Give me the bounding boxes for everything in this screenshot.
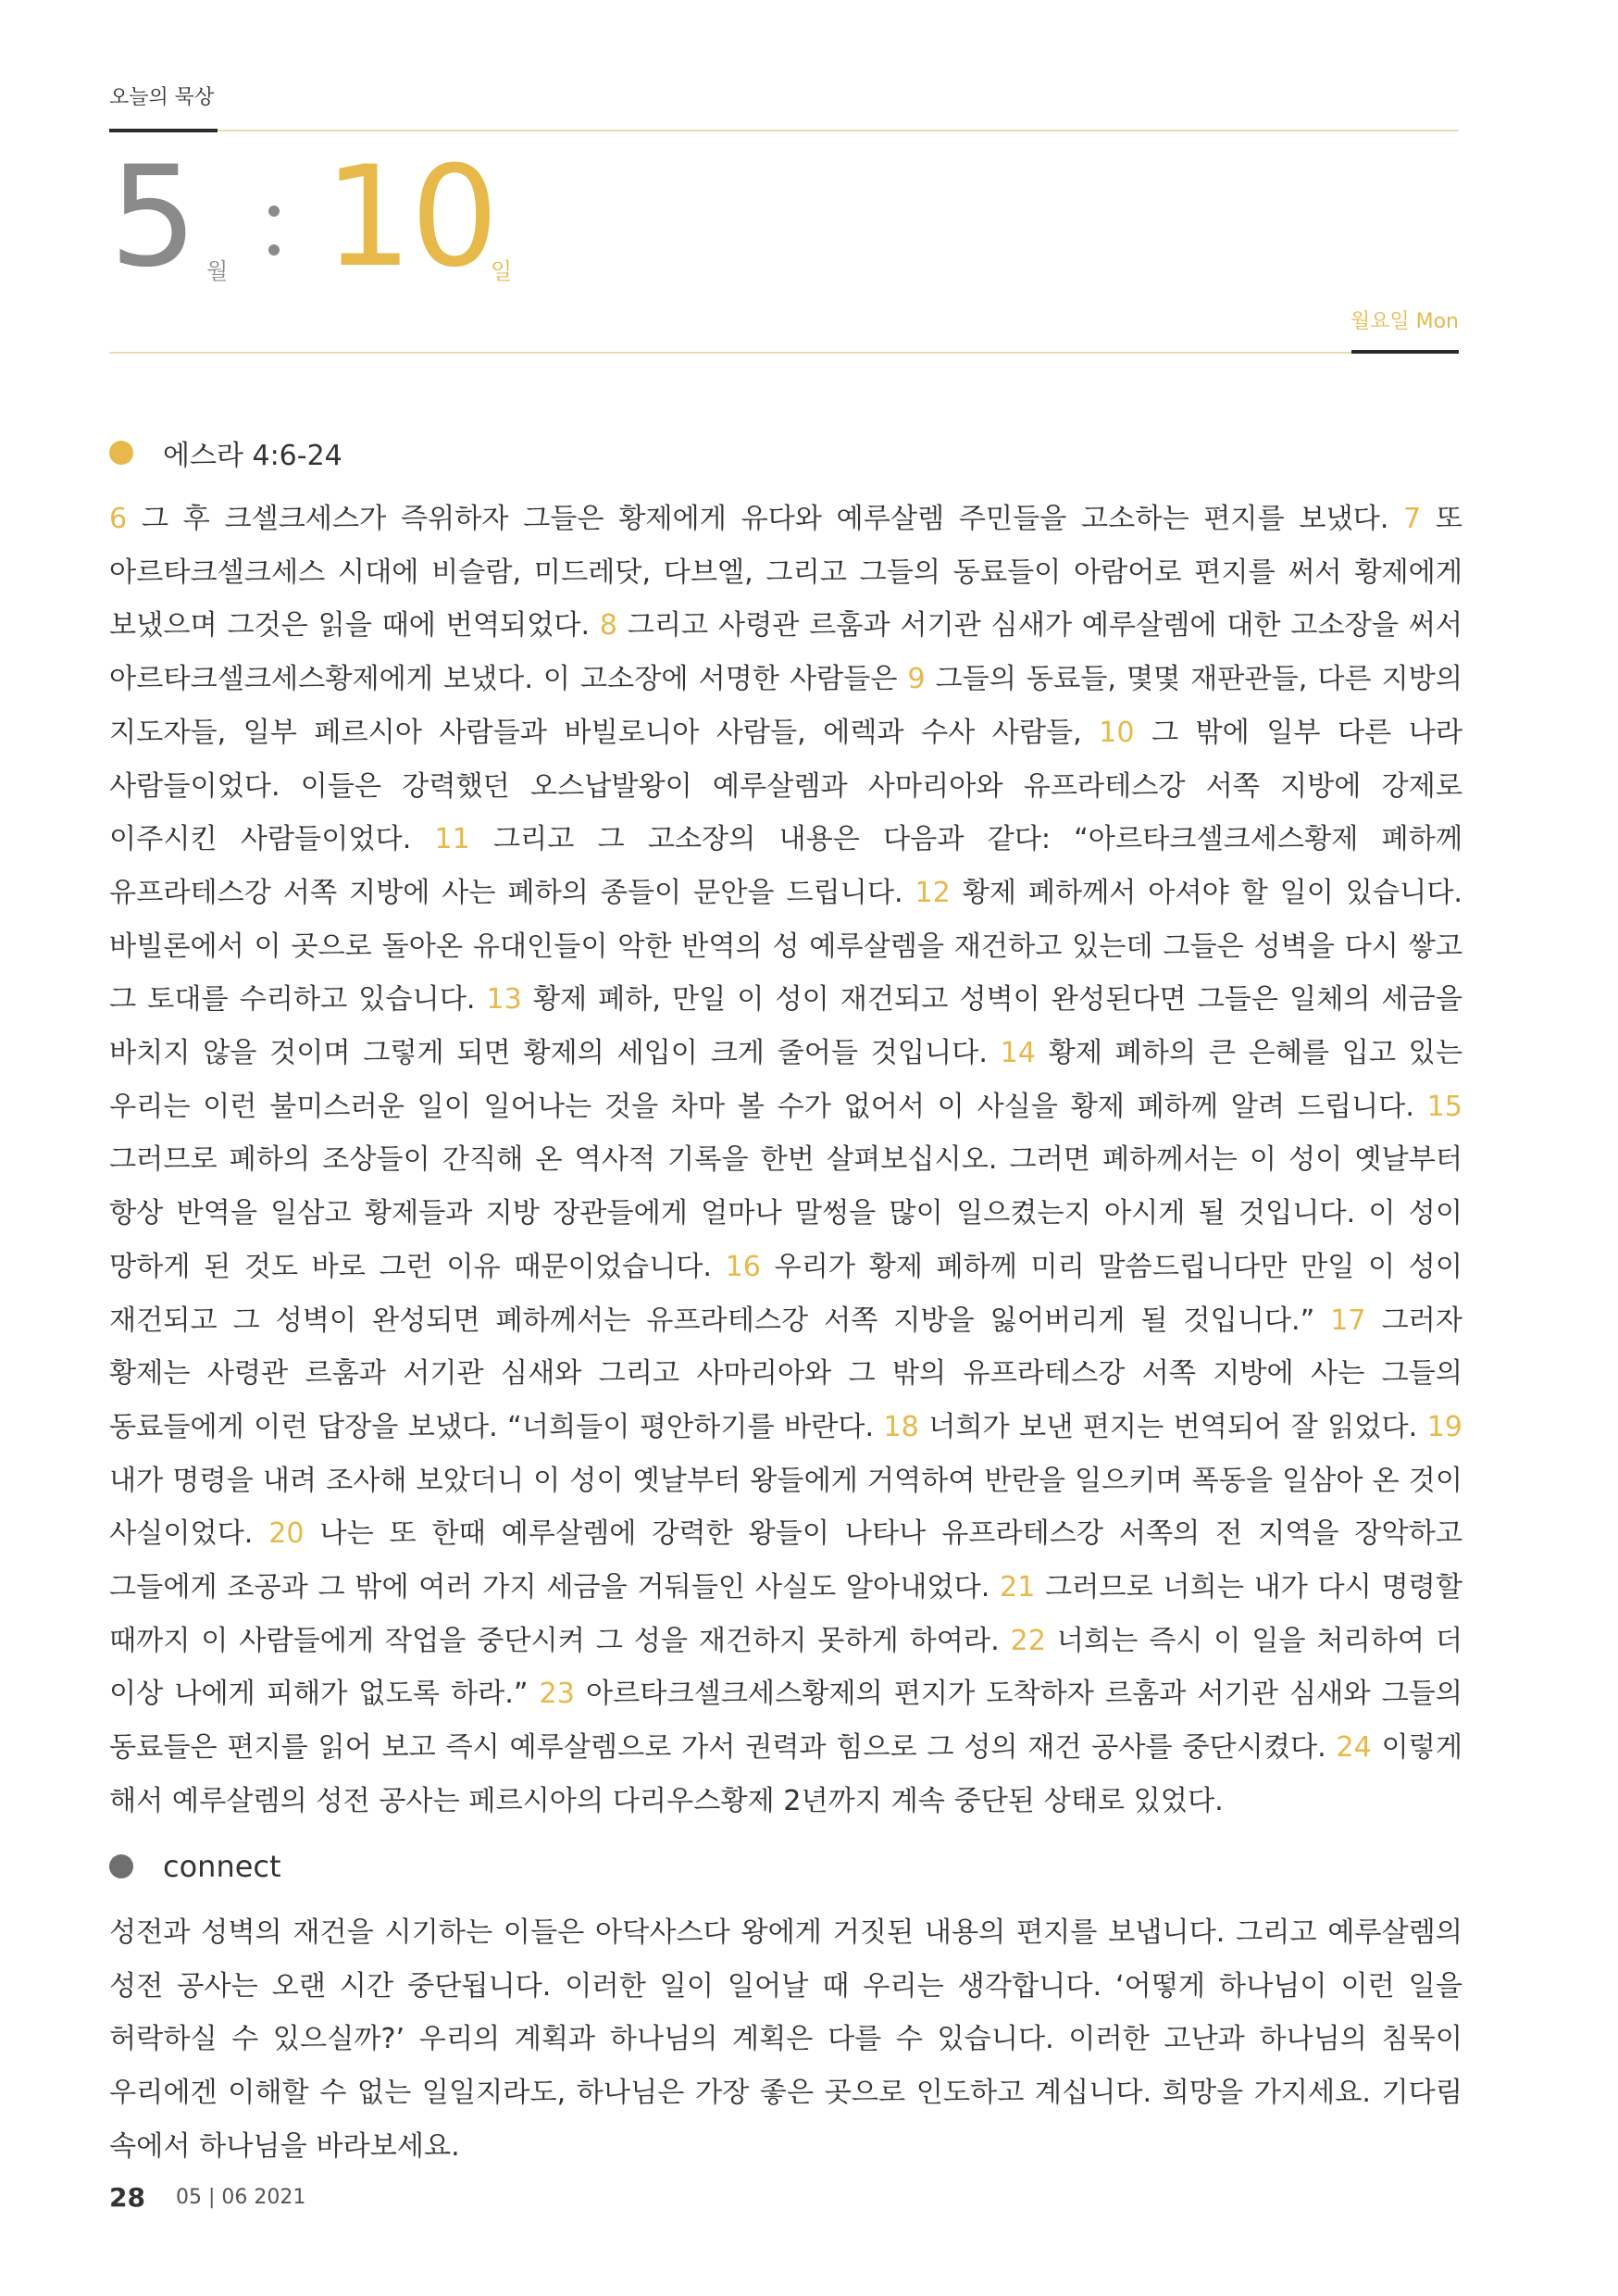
verse-text: 너희가 보낸 편지는 번역되어 잘 읽었다. (918, 1410, 1427, 1443)
verse-text: 또 아르타크셀크세스 시대에 비슬람, 미드레닷, 다브엘, 그리고 그들의 동료들이 아람어로 편지를 써서 황제에게 보냈으며 그것은 읽을 때에 번역되었다. (109, 503, 1462, 643)
date-divider (109, 352, 1459, 354)
verse-text: 아르타크셀크세스황제의 편지가 도착하자 르훔과 서기관 심새와 그들의 동료들은 편지를 읽어 보고 즉시 예루살렘으로 가서 권력과 힘으로 그 성의 재건 공사를 중단시켰다. (109, 1678, 1462, 1765)
verse-number: 19 (1426, 1410, 1462, 1443)
verse-number: 24 (1336, 1731, 1372, 1765)
bullet-dot-icon (109, 441, 133, 465)
connect-title: connect (163, 1849, 281, 1884)
verse-number: 23 (539, 1678, 575, 1711)
verse-text: 이렇게 해서 예루살렘의 성전 공사는 페르시아의 다리우스황제 2년까지 계속 중단된 상태로 있었다. (109, 1731, 1462, 1817)
verse-number: 21 (999, 1571, 1036, 1604)
verse-number: 7 (1403, 503, 1422, 535)
verse-number: 8 (599, 609, 617, 643)
verse-text: 내가 명령을 내려 조사해 보았더니 이 성이 옛날부터 왕들에게 거역하여 반란을 일으키며 폭동을 일삼아 온 것이 사실이었다. (109, 1464, 1462, 1551)
header-divider (109, 130, 1459, 131)
verse-text: 황제 폐하, 만일 이 성이 재건되고 성벽이 완성된다면 그들은 일체의 세금을 바치지 않을 것이며 그렇게 되면 황제의 세입이 크게 줄어들 것입니다. (109, 983, 1462, 1070)
page-number: 28 (109, 2182, 145, 2213)
verse-text: 그리고 사령관 르훔과 서기관 심새가 예루살렘에 대한 고소장을 써서 아르타크셀크세스황제에게 보냈다. 이 고소장에 서명한 사람들은 (109, 609, 1462, 696)
verse-number: 9 (907, 663, 926, 696)
header-divider-accent (109, 129, 218, 132)
verse-text: 그들의 동료들, 몇몇 재판관들, 다른 지방의 지도자들, 일부 페르시아 사람들과 바빌로니아 사람들, 에렉과 수사 사람들, (109, 663, 1462, 749)
verse-number: 12 (915, 876, 951, 909)
weekday: 월요일 Mon (1350, 310, 1459, 333)
verse-number: 22 (1010, 1624, 1046, 1657)
verse-text: 그러자 황제는 사령관 르훔과 서기관 심새와 그리고 사마리아와 그 밖의 유프라테스강 서쪽 지방에 사는 그들의 동료들에게 이런 답장을 보냈다. “너희들이 평안하기를 바란다. (109, 1304, 1462, 1443)
connect-text: 성전과 성벽의 재건을 시기하는 이들은 아닥사스다 왕에게 거짓된 내용의 편지를 보냅니다. 그리고 예루살렘의 성전 공사는 오랜 시간 중단됩니다. 이러한 일이 일어날 때 우리는 생각합니다. ‘어떻게 하나님이 이런 일을 허락하실 수 있으실까?’ 우리의 계획과 하나님의 계획은 다를 수 있습니다. 이러한 고난과 하나님의 침묵이 우리에겐 이해할 수 없는 일일지라도, 하나님은 가장 좋은 곳으로 인도하고 계십니다. 희망을 가지세요. 기다림 속에서 하나님을 바라보세요. (109, 1916, 1462, 2163)
date-month-unit: 월 (206, 258, 229, 284)
verse-text: 그러므로 폐하의 조상들이 간직해 온 역사적 기록을 한번 살펴보십시오. 그러면 폐하께서는 이 성이 옛날부터 항상 반역을 일삼고 황제들과 지방 장관들에게 얼마나 말썽을 많이 일으켰는지 아시게 될 것입니다. 이 성이 망하게 된 것도 바로 그런 이유 때문이었습니다. (109, 1143, 1462, 1283)
issue-date: 05 | 06 2021 (176, 2186, 306, 2209)
verse-number: 18 (883, 1410, 919, 1443)
verse-number: 16 (725, 1250, 761, 1283)
verse-text: 그러므로 너희는 내가 다시 명령할 때까지 이 사람들에게 작업을 중단시켜 그 성을 재건하지 못하게 하여라. (109, 1571, 1462, 1657)
section-label: 오늘의 묵상 (109, 86, 215, 109)
verse-number: 14 (1000, 1037, 1037, 1070)
scripture-heading (109, 432, 342, 473)
verse-text: 그 후 크셀크세스가 즉위하자 그들은 황제에게 유다와 예루살렘 주민들을 고소하는 편지를 보냈다. (127, 503, 1404, 535)
verse-number: 15 (1426, 1090, 1462, 1123)
verse-number: 11 (434, 823, 470, 856)
verse-text: 그 밖에 일부 다른 나라 사람들이었다. 이들은 강력했던 오스납발왕이 예루살렘과 사마리아와 유프라테스강 서쪽 지방에 강제로 이주시킨 사람들이었다. (109, 716, 1462, 856)
connect-heading (109, 1849, 281, 1884)
verse-text: 황제 폐하께서 아셔야 할 일이 있습니다. 바빌론에서 이 곳으로 돌아온 유대인들이 악한 반역의 성 예루살렘을 재건하고 있는데 그들은 성벽을 다시 쌓고 그 토대를 수리하고 있습니다. (109, 876, 1462, 1017)
verse-number: 6 (109, 503, 128, 535)
verse-number: 13 (486, 983, 522, 1017)
verse-number: 17 (1330, 1304, 1366, 1337)
verse-text: 그리고 그 고소장의 내용은 다음과 같다: “아르타크셀크세스황제 폐하께 유프라테스강 서쪽 지방에 사는 폐하의 종들이 문안을 드립니다. (109, 823, 1462, 909)
verse-number: 20 (268, 1517, 305, 1551)
verse-text: 나는 또 한때 예루살렘에 강력한 왕들이 나타나 유프라테스강 서쪽의 전 지역을 장악하고 그들에게 조공과 그 밖에 여러 가지 세금을 거둬들인 사실도 알아내었다. (109, 1517, 1463, 1604)
date-day: 10 (324, 137, 497, 298)
scripture-reference: 에스라 4:6-24 (163, 440, 342, 472)
date-month: 5 (109, 137, 194, 298)
date-colon (268, 196, 281, 265)
scripture-text (109, 493, 1462, 1828)
date-divider-accent (1351, 350, 1459, 354)
bullet-dot-icon (109, 1854, 133, 1878)
verse-text: 황제 폐하의 큰 은혜를 입고 있는 우리는 이런 불미스러운 일이 일어나는 것을 차마 볼 수가 없어서 이 사실을 황제 폐하께 알려 드립니다. (109, 1037, 1462, 1123)
verse-text: 너희는 즉시 이 일을 처리하여 더 이상 나에게 피해가 없도록 하라.” (109, 1624, 1463, 1711)
verse-text: 우리가 황제 폐하께 미리 말씀드립니다만 만일 이 성이 재건되고 그 성벽이 완성되면 폐하께서는 유프라테스강 서쪽 지방을 잃어버리게 될 것입니다.” (109, 1250, 1462, 1337)
verse-number: 10 (1099, 716, 1135, 749)
date-day-unit: 일 (491, 258, 513, 284)
